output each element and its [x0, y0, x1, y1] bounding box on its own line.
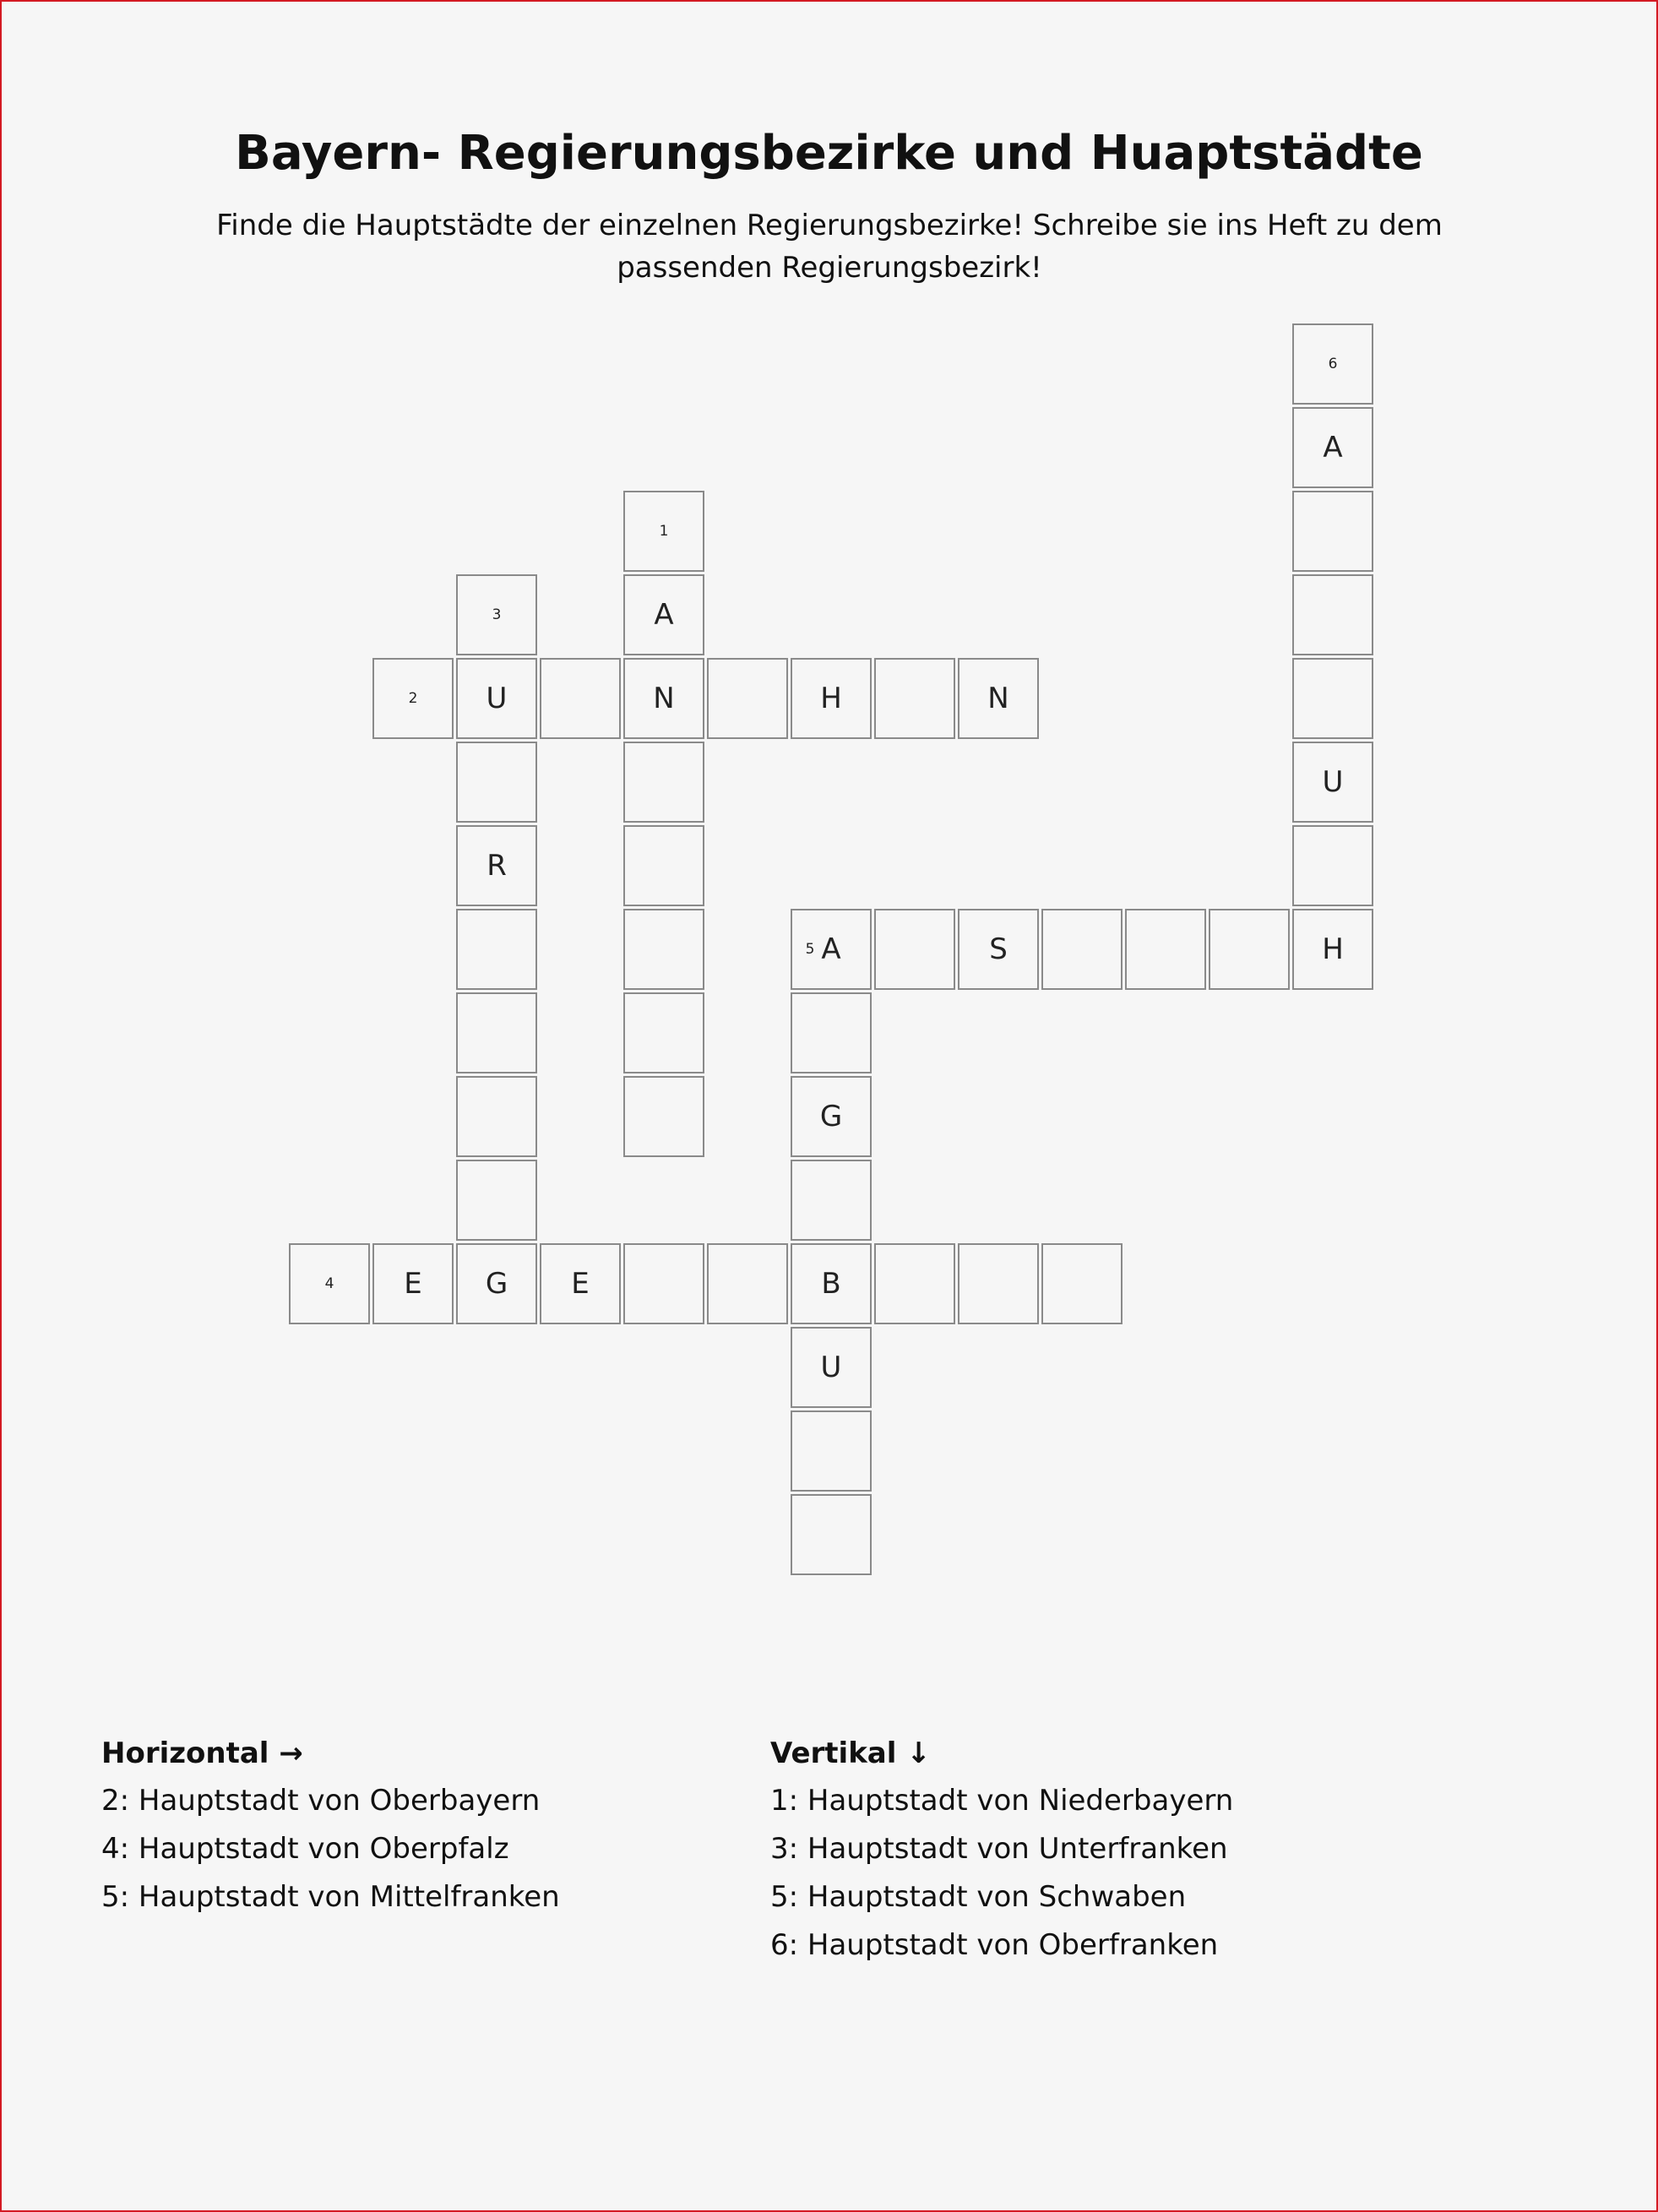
crossword-cell[interactable]	[623, 574, 704, 655]
crossword-cell[interactable]	[1292, 909, 1373, 990]
crossword-cell[interactable]	[791, 658, 872, 739]
crossword-cell[interactable]	[456, 1243, 537, 1324]
clue-item: 5: Hauptstadt von Mittelfranken	[101, 1880, 560, 1914]
crossword-cell[interactable]	[791, 1243, 872, 1324]
crossword-cell[interactable]	[1292, 658, 1373, 739]
crossword-cell[interactable]	[791, 1327, 872, 1408]
crossword-cell[interactable]	[623, 658, 704, 739]
crossword-cell[interactable]	[707, 1243, 788, 1324]
vertical-clues	[770, 1730, 1530, 1970]
crossword-cell[interactable]	[372, 658, 454, 739]
given-letter: E	[571, 1267, 590, 1301]
crossword-cell[interactable]	[791, 1494, 872, 1575]
crossword-cell[interactable]	[1041, 1243, 1123, 1324]
given-letter: R	[487, 849, 507, 883]
clue-item: 5: Hauptstadt von Schwaben	[770, 1880, 1187, 1914]
clue-item: 3: Hauptstadt von Unterfranken	[770, 1832, 1228, 1866]
crossword-cell[interactable]	[456, 658, 537, 739]
vertical-heading: Vertikal ↓	[770, 1736, 931, 1770]
crossword-cell[interactable]	[623, 1076, 704, 1157]
crossword-cell[interactable]	[1292, 742, 1373, 823]
crossword-cell[interactable]	[1292, 323, 1373, 405]
crossword-cell[interactable]	[874, 909, 955, 990]
given-letter: H	[820, 682, 842, 715]
given-letter: G	[485, 1267, 508, 1301]
clue-number: 5	[805, 941, 815, 958]
crossword-cell[interactable]	[1292, 574, 1373, 655]
crossword-cell[interactable]	[1292, 491, 1373, 572]
crossword-cell[interactable]	[1125, 909, 1206, 990]
given-letter: E	[404, 1267, 422, 1301]
crossword-cell[interactable]	[958, 909, 1039, 990]
crossword-cell[interactable]	[1292, 407, 1373, 488]
given-letter: H	[1322, 932, 1344, 966]
given-letter: N	[987, 682, 1009, 715]
crossword-cell[interactable]	[456, 909, 537, 990]
crossword-cell[interactable]	[1209, 909, 1290, 990]
given-letter: A	[1323, 431, 1343, 465]
clue-number: 6	[1328, 356, 1338, 372]
crossword-cell[interactable]	[623, 825, 704, 906]
crossword-cell[interactable]	[874, 658, 955, 739]
crossword-cell[interactable]	[1041, 909, 1123, 990]
instructions: Finde die Hauptstädte der einzelnen Regierungsbezirke! Schreibe sie ins Heft zu dem passenden Regierungsbezirk!	[216, 209, 1443, 285]
clue-number: 3	[492, 606, 502, 623]
crossword-cell[interactable]	[623, 491, 704, 572]
crossword-cell[interactable]	[456, 574, 537, 655]
clue-number: 1	[659, 523, 669, 540]
crossword-cell[interactable]	[874, 1243, 955, 1324]
given-letter: N	[653, 682, 675, 715]
clue-item: 4: Hauptstadt von Oberpfalz	[101, 1832, 509, 1866]
clue-item: 1: Hauptstadt von Niederbayern	[770, 1784, 1234, 1818]
given-letter: A	[821, 932, 841, 966]
crossword-cell[interactable]	[791, 909, 872, 990]
crossword-cell[interactable]	[623, 909, 704, 990]
clue-number: 2	[408, 690, 418, 707]
crossword-cell[interactable]	[707, 658, 788, 739]
crossword-cell[interactable]	[791, 1160, 872, 1241]
given-letter: G	[819, 1100, 843, 1133]
crossword-cell[interactable]	[540, 1243, 621, 1324]
crossword-cell[interactable]	[1292, 825, 1373, 906]
given-letter: B	[821, 1267, 841, 1301]
crossword-cell[interactable]	[456, 1076, 537, 1157]
page-title: Bayern- Regierungsbezirke und Huaptstädte	[235, 126, 1423, 181]
crossword-cell[interactable]	[540, 658, 621, 739]
crossword-cell[interactable]	[289, 1243, 370, 1324]
given-letter: U	[486, 682, 508, 715]
given-letter: S	[989, 932, 1008, 966]
crossword-cell[interactable]	[958, 658, 1039, 739]
crossword-cell[interactable]	[456, 992, 537, 1073]
crossword-cell[interactable]	[456, 825, 537, 906]
crossword-cell[interactable]	[791, 1410, 872, 1492]
crossword-cell[interactable]	[623, 1243, 704, 1324]
clue-item: 6: Hauptstadt von Oberfranken	[770, 1928, 1219, 1962]
clue-item: 2: Hauptstadt von Oberbayern	[101, 1784, 541, 1818]
crossword-cell[interactable]	[372, 1243, 454, 1324]
horizontal-clues	[101, 1730, 743, 1921]
given-letter: U	[1322, 765, 1344, 799]
crossword-cell[interactable]	[958, 1243, 1039, 1324]
crossword-cell[interactable]	[456, 742, 537, 823]
given-letter: U	[820, 1351, 842, 1384]
horizontal-heading: Horizontal →	[101, 1736, 303, 1770]
given-letter: A	[654, 598, 674, 632]
crossword-cell[interactable]	[456, 1160, 537, 1241]
crossword-cell[interactable]	[791, 992, 872, 1073]
crossword-cell[interactable]	[623, 992, 704, 1073]
crossword-cell[interactable]	[791, 1076, 872, 1157]
clue-number: 4	[324, 1275, 334, 1292]
crossword-cell[interactable]	[623, 742, 704, 823]
